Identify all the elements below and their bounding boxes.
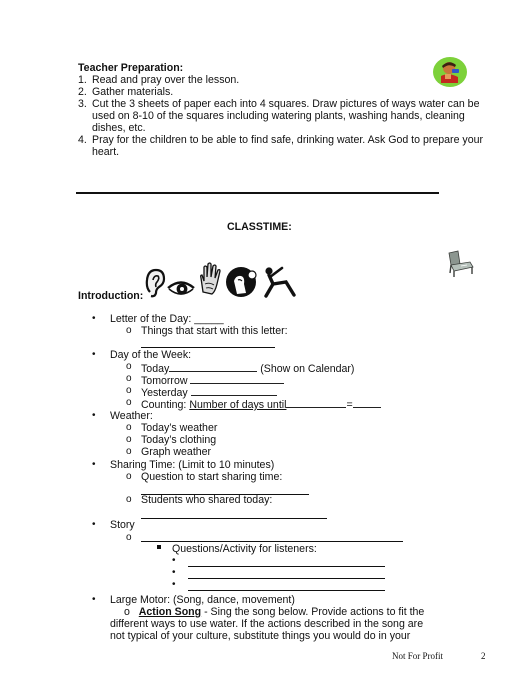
person-drinking-icon [432, 56, 468, 88]
write-in-line [188, 566, 385, 567]
bullet-dot: • [172, 579, 176, 590]
bullet-dot: • [92, 459, 96, 470]
bullet-dot: • [172, 555, 176, 566]
stretching-figure-icon [260, 266, 296, 298]
bullet-dot: • [92, 349, 96, 360]
prep-item-3-text-line-1: Cut the 3 sheets of paper each into 4 squares. Draw pictures of ways water can be [92, 98, 480, 110]
action-song-line-1 [124, 606, 424, 618]
sub-bullet-circle: o [126, 385, 132, 396]
sharing-time-label: Sharing Time: (Limit to 10 minutes) [110, 459, 275, 471]
weather-item-1: Today’s weather [141, 422, 218, 434]
sub-bullet-circle: o [126, 361, 132, 372]
eye-icon [166, 278, 196, 300]
weather-item-3: Graph weather [141, 446, 212, 458]
tomorrow-blank[interactable] [190, 373, 284, 384]
sub-bullet-circle: o [126, 325, 132, 336]
hand-icon [197, 262, 223, 296]
footer-text: Not For Profit [392, 651, 444, 661]
prep-item-1-number: 1. [78, 74, 87, 86]
bullet-dot: • [92, 313, 96, 324]
prep-item-3-text-line-3: dishes, etc. [92, 122, 146, 134]
prep-item-2-number: 2. [78, 86, 87, 98]
square-bullet [157, 545, 161, 549]
prep-item-3-number: 3. [78, 98, 87, 110]
sub-bullet-circle: o [126, 446, 132, 457]
counting-row [141, 397, 381, 411]
write-in-line [141, 518, 327, 519]
introduction-label: Introduction: [78, 290, 144, 302]
sub-bullet-circle: o [126, 422, 132, 433]
action-song-line-3: not typical of your culture, substitute things you would do in your [110, 630, 411, 642]
story-questions-label: Questions/Activity for listeners: [172, 543, 317, 555]
bullet-dot: • [92, 519, 96, 530]
prep-item-2-text: Gather materials. [92, 86, 174, 98]
letter-of-day-label: Letter of the Day: _____ [110, 313, 224, 325]
day-of-week-label: Day of the Week: [110, 349, 192, 361]
teacher-prep-heading: Teacher Preparation: [78, 62, 184, 74]
sub-bullet-circle: o [126, 434, 132, 445]
classtime-heading: CLASSTIME: [227, 221, 292, 233]
today-suffix: (Show on Calendar) [260, 363, 355, 375]
write-in-line [141, 541, 403, 542]
chair-icon [445, 250, 475, 278]
story-label: Story [110, 519, 135, 531]
today-label: Today [141, 363, 170, 375]
sub-bullet-circle: o [124, 606, 130, 618]
sub-bullet-circle: o [126, 373, 132, 384]
tomorrow-label: Tomorrow [141, 375, 188, 387]
prep-item-4-text-line-1: Pray for the children to be able to find safe, drinking water. Ask God to prepare your [92, 134, 484, 146]
counting-label: Counting: [141, 399, 187, 411]
action-song-title: Action Song [138, 606, 202, 618]
sharing-students: Students who shared today: [141, 494, 273, 506]
bullet-dot: • [92, 594, 96, 605]
write-in-line [141, 347, 275, 348]
sub-bullet-circle: o [126, 532, 132, 543]
action-song-line-1-rest: - Sing the song below. Provide actions to fit the [201, 606, 425, 618]
today-blank[interactable] [169, 361, 257, 372]
write-in-line [188, 590, 385, 591]
prep-item-4-number: 4. [78, 134, 87, 146]
letter-of-day-subitem: Things that start with this letter: [141, 325, 288, 337]
bullet-dot: • [92, 410, 96, 421]
sub-bullet-circle: o [126, 494, 132, 505]
large-motor-label: Large Motor: (Song, dance, movement) [110, 594, 295, 606]
head-praying-icon [224, 265, 260, 299]
sub-bullet-circle: o [126, 471, 132, 482]
prep-item-3-text-line-2: used on 8-10 of the squares including watering plants, washing hands, cleaning [92, 110, 465, 122]
sub-bullet-circle: o [126, 397, 132, 408]
prep-item-1-text: Read and pray over the lesson. [92, 74, 240, 86]
prep-item-4-text-line-2: heart. [92, 146, 120, 158]
counting-blank[interactable] [286, 397, 346, 408]
action-song-line-2: different ways to use water. If the actions described in the song are [110, 618, 424, 630]
yesterday-label: Yesterday [141, 387, 188, 399]
weather-label: Weather: [110, 410, 153, 422]
sharing-question: Question to start sharing time: [141, 471, 283, 483]
page-number: 2 [481, 651, 486, 661]
counting-result-blank[interactable] [353, 397, 381, 408]
write-in-line [188, 578, 385, 579]
weather-item-2: Today’s clothing [141, 434, 217, 446]
counting-text: Number of days until [189, 399, 287, 411]
section-divider [76, 192, 439, 194]
ear-icon [144, 268, 166, 298]
bullet-dot: • [172, 567, 176, 578]
counting-equals: = [346, 399, 353, 411]
yesterday-blank[interactable] [191, 385, 277, 396]
